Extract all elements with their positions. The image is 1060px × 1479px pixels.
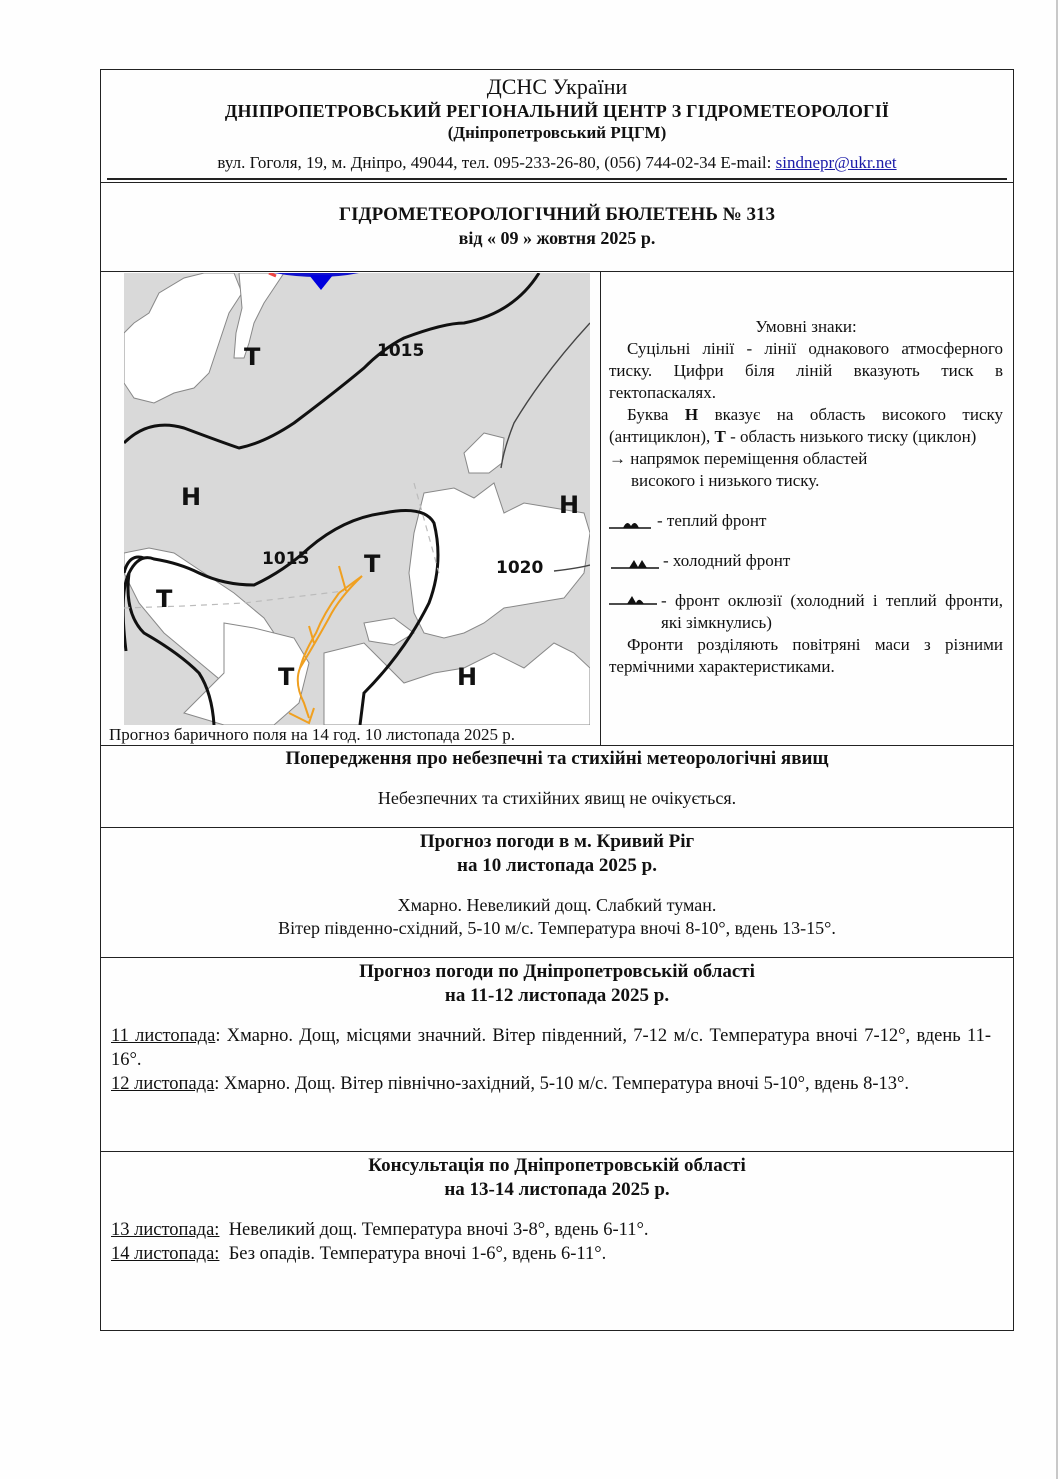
low-pressure-marker: Т — [156, 585, 173, 613]
oblast-title: Прогноз погоди по Дніпропетровській області — [359, 961, 755, 982]
warm-front-icon — [609, 516, 655, 532]
bulletin-document — [100, 69, 1014, 1331]
consultation-days — [111, 1218, 991, 1266]
kryvyi-rih-text: Хмарно. Невеликий дощ. Слабкий туман. Вітер південно-східний, 5-10 м/с. Температура вночі 8-10°, вдень 13-15°. — [278, 895, 836, 938]
map-legend — [601, 272, 1013, 745]
contact-address — [101, 152, 1013, 174]
legend-arrow: → напрямок переміщення областей — [609, 449, 868, 468]
low-pressure-marker: Т — [244, 343, 261, 371]
legend-fronts-note: Фронти розділяють повітряні маси з різними термічними характеристиками. — [609, 635, 1003, 676]
email-link[interactable]: sindnepr@ukr.net — [775, 153, 897, 172]
consultation-section — [101, 1152, 1013, 1330]
bulletin-title: ГІДРОМЕТЕОРОЛОГІЧНИЙ БЮЛЕТЕНЬ № 313 — [339, 204, 775, 225]
legend-arrow-cont: високого і низького тиску. — [631, 471, 820, 490]
isobar-label: 1020 — [496, 558, 544, 578]
center-name: ДНІПРОПЕТРОВСЬКИЙ РЕГІОНАЛЬНИЙ ЦЕНТР З ГІДРОМЕТЕОРОЛОГІЇ — [224, 101, 890, 121]
center-short-name: (Дніпропетровський РЦГМ) — [447, 123, 667, 142]
oblast-forecast — [101, 958, 1013, 1152]
high-pressure-marker: Н — [559, 491, 580, 519]
bulletin-date: від « 09 » жовтня 2025 р. — [458, 228, 656, 248]
high-pressure-marker: Н — [457, 663, 478, 691]
legend-title: Умовні знаки: — [755, 317, 857, 336]
consultation-date: на 13-14 листопада 2025 р. — [444, 1179, 670, 1200]
consultation-day: 14 листопада: Без опадів. Температура вночі 1-6°, вдень 6-11°. — [111, 1244, 607, 1264]
consultation-title: Консультація по Дніпропетровській області — [368, 1155, 746, 1176]
bulletin-title-block — [101, 183, 1013, 272]
header-divider — [107, 178, 1007, 180]
oblast-days — [111, 1024, 991, 1096]
page-edge — [1056, 0, 1058, 1479]
low-pressure-marker: Т — [364, 550, 381, 578]
legend-pressure-letters: Буква Н вказує на область високого тиску (антициклон), Т - область низького тиску (циклон) — [609, 405, 1003, 446]
high-pressure-marker: Н — [181, 483, 202, 511]
org-name: ДСНС України — [486, 74, 628, 99]
letterhead — [101, 70, 1013, 183]
arrow-right-icon: → — [609, 449, 626, 468]
forecast-day: 12 листопада: Хмарно. Дощ. Вітер північно-західний, 5-10 м/с. Температура вночі 5-10°, вдень 8-13°. — [111, 1074, 910, 1094]
forecast-day: 11 листопада: Хмарно. Дощ, місцями значний. Вітер південний, 7-12 м/с. Температура вночі 7-12°, вдень 11-16°. — [111, 1026, 992, 1070]
legend-occlusion-front: - фронт оклюзії (холодний і теплий фронти, які зімкнулись) — [609, 590, 1003, 634]
kryvyi-rih-date: на 10 листопада 2025 р. — [457, 855, 657, 876]
warning-text: Небезпечних та стихійних явищ не очікується. — [377, 788, 737, 808]
map-section — [101, 272, 1013, 746]
kryvyi-rih-forecast — [101, 828, 1013, 958]
legend-cold-front: - холодний фронт — [609, 550, 1003, 572]
pressure-map-panel — [101, 272, 601, 745]
kryvyi-rih-title: Прогноз погоди в м. Кривий Ріг — [419, 831, 695, 852]
isobar-label: 1015 — [377, 341, 425, 361]
address-text: вул. Гоголя, 19, м. Дніпро, 49044, тел. 095-233-26-80, (056) 744-02-34 E-mail: — [217, 153, 776, 172]
low-pressure-marker: Т — [278, 663, 295, 691]
occlusion-front-icon — [609, 592, 659, 608]
cold-front-icon — [609, 556, 661, 572]
warning-title: Попередження про небезпечні та стихійні метеорологічні явищ — [285, 748, 829, 769]
oblast-date: на 11-12 листопада 2025 р. — [444, 985, 670, 1006]
pressure-map — [124, 273, 590, 725]
legend-isobars: Суцільні лінії - лінії однакового атмосферного тиску. Цифри біля ліній вказують тиск в гектопаскалях. — [609, 339, 1003, 402]
isobar-label: 1015 — [262, 549, 310, 569]
legend-warm-front: - теплий фронт — [609, 510, 1003, 532]
hazard-warning-section — [101, 746, 1013, 828]
map-caption: Прогноз баричного поля на 14 год. 10 листопада 2025 р. — [109, 725, 515, 744]
consultation-day: 13 листопада: Невеликий дощ. Температура вночі 3-8°, вдень 6-11°. — [111, 1220, 649, 1240]
